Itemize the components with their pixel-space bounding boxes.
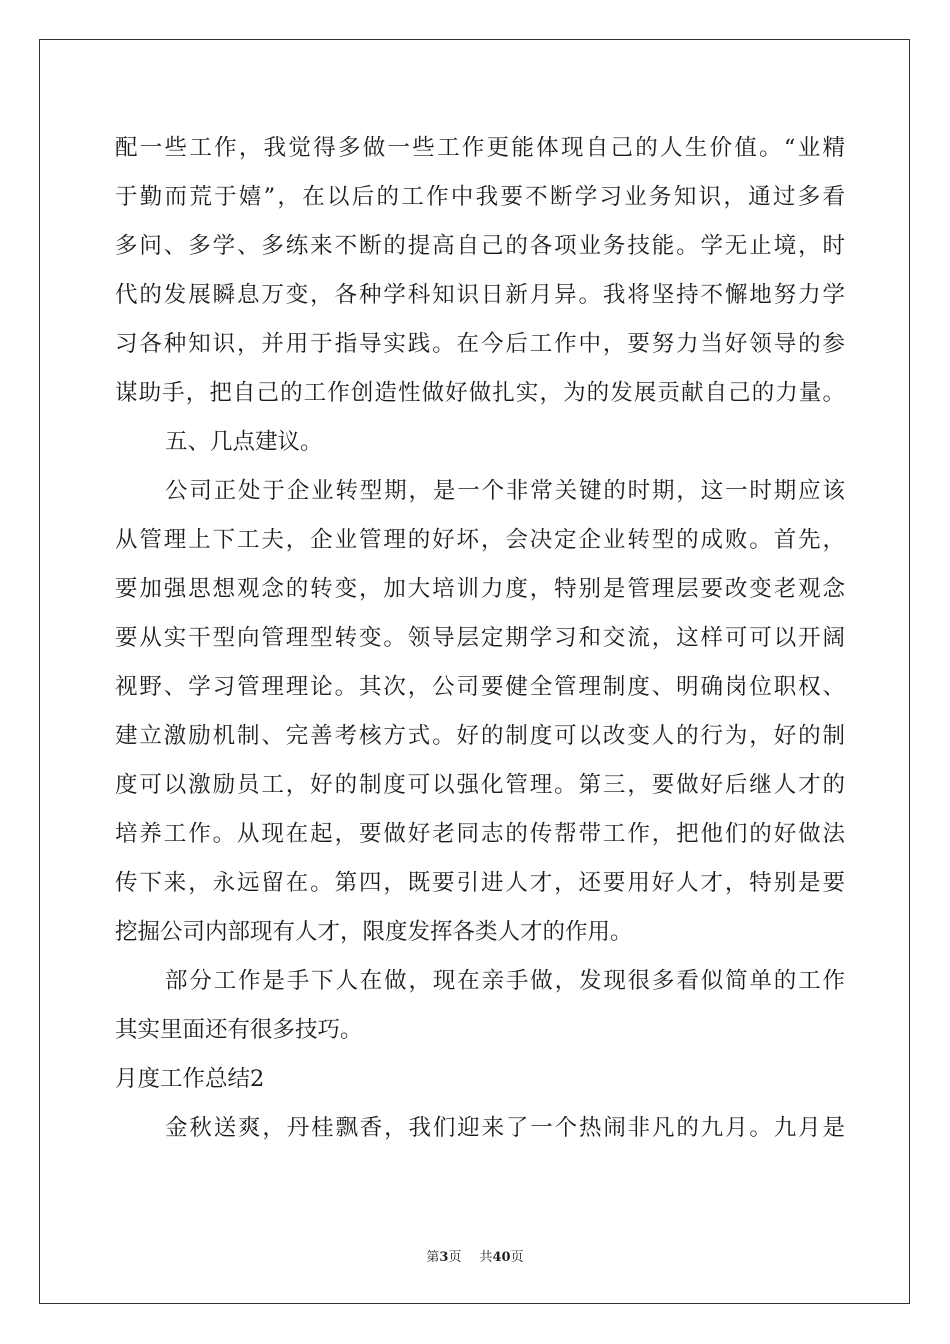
text-line: 习各种知识，并用于指导实践。在今后工作中，要努力当好领导的参 [115,331,845,357]
page-footer [0,1246,950,1265]
text-line: 度可以激励员工，好的制度可以强化管理。第三，要做好后继人才的 [115,772,845,798]
document-body [115,124,845,1153]
paragraph-start: 部分工作是手下人在做，现在亲手做，发现很多看似简单的工作 [165,968,845,994]
text-line: 配一些工作，我觉得多做一些工作更能体现自己的人生价值。“业精 [115,135,845,161]
text-line: 代的发展瞬息万变，各种学科知识日新月异。我将坚持不懈地努力学 [115,282,845,308]
page-prefix: 第 [426,1250,440,1265]
text-line: 于勤而荒于嬉”，在以后的工作中我要不断学习业务知识，通过多看 [115,184,845,210]
total-pages: 40 [492,1250,511,1265]
text-line: 视野、学习管理理论。其次，公司要健全管理制度、明确岗位职权、 [115,674,845,700]
total-prefix: 共 [479,1250,493,1265]
text-line: 传下来，永远留在。第四，既要引进人才，还要用好人才，特别是要 [115,870,845,896]
page-number: 3 [439,1250,449,1265]
text-line: 挖掘公司内部现有人才，限度发挥各类人才的作用。 [115,919,633,945]
text-line: 要从实干型向管理型转变。领导层定期学习和交流，这样可可以开阔 [115,625,845,651]
text-line: 其实里面还有很多技巧。 [115,1017,363,1043]
section-heading: 五、几点建议。 [165,429,323,455]
text-line: 建立激励机制、完善考核方式。好的制度可以改变人的行为，好的制 [115,723,845,749]
text-line: 培养工作。从现在起，要做好老同志的传帮带工作，把他们的好做法 [115,821,845,847]
text-line: 要加强思想观念的转变，加大培训力度，特别是管理层要改变老观念 [115,576,845,602]
article-title: 月度工作总结2 [115,1066,265,1092]
page-suffix: 页 [448,1250,462,1265]
paragraph-start: 金秋送爽，丹桂飘香，我们迎来了一个热闹非凡的九月。九月是 [165,1115,845,1141]
total-suffix: 页 [510,1250,524,1265]
text-line: 谋助手，把自己的工作创造性做好做扎实，为的发展贡献自己的力量。 [115,380,845,406]
text-line: 从管理上下工夫，企业管理的好坏，会决定企业转型的成败。首先， [115,527,845,553]
paragraph-start: 公司正处于企业转型期，是一个非常关键的时期，这一时期应该 [165,478,845,504]
text-line: 多问、多学、多练来不断的提高自己的各项业务技能。学无止境，时 [115,233,845,259]
